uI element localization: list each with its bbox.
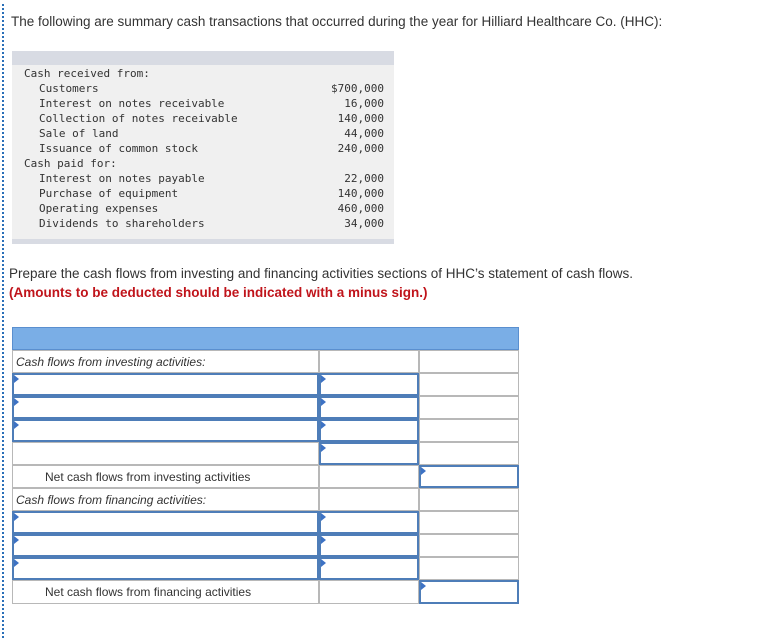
- dropdown-indicator-icon: [421, 467, 426, 475]
- empty-cell: [319, 465, 419, 488]
- intro-text: The following are summary cash transactions that occurred during the year for Hilliard Healthcare Co. (HHC):: [11, 14, 663, 29]
- worksheet-header: [12, 327, 519, 350]
- investing-item-input[interactable]: [12, 396, 319, 419]
- financing-total-input[interactable]: [419, 580, 519, 604]
- tx-amount: 34,000: [344, 217, 384, 230]
- tx-amount: 460,000: [337, 202, 384, 215]
- empty-cell: [419, 488, 519, 511]
- empty-cell: [319, 350, 419, 373]
- tx-label: Issuance of common stock: [39, 142, 198, 155]
- dropdown-indicator-icon: [321, 398, 326, 406]
- financing-item-input[interactable]: [12, 534, 319, 557]
- tx-amount: 240,000: [337, 142, 384, 155]
- empty-cell: [419, 373, 519, 396]
- investing-item-input[interactable]: [12, 373, 319, 396]
- tx-label: Collection of notes receivable: [39, 112, 238, 125]
- tx-label: Operating expenses: [39, 202, 159, 215]
- tx-label: Interest on notes receivable: [39, 97, 225, 110]
- tx-label: Customers: [39, 82, 99, 95]
- dropdown-indicator-icon: [14, 375, 19, 383]
- financing-total-label: Net cash flows from financing activities: [45, 585, 252, 599]
- tx-amount: 44,000: [344, 127, 384, 140]
- dropdown-indicator-icon: [321, 421, 326, 429]
- investing-amount-input[interactable]: [319, 373, 419, 396]
- empty-cell: [419, 350, 519, 373]
- investing-amount-input[interactable]: [319, 396, 419, 419]
- dropdown-indicator-icon: [321, 444, 326, 452]
- financing-item-input[interactable]: [12, 511, 319, 534]
- tx-amount: 16,000: [344, 97, 384, 110]
- tx-amount: 140,000: [337, 187, 384, 200]
- financing-amount-input[interactable]: [319, 534, 419, 557]
- financing-heading: Cash flows from financing activities:: [16, 492, 207, 507]
- investing-total-input[interactable]: [419, 465, 519, 488]
- investing-amount-input[interactable]: [319, 419, 419, 442]
- dropdown-indicator-icon: [14, 513, 19, 521]
- tx-label: Sale of land: [39, 127, 119, 140]
- dropdown-indicator-icon: [14, 559, 19, 567]
- investing-amount-input[interactable]: [319, 442, 419, 465]
- empty-cell: [319, 580, 419, 604]
- instructions-text: Prepare the cash flows from investing and financing activities sections of HHC’s statement of cash flows.: [9, 266, 634, 281]
- dropdown-indicator-icon: [321, 536, 326, 544]
- received-heading: Cash received from:: [24, 67, 150, 80]
- instructions-note: (Amounts to be deducted should be indicated with a minus sign.): [9, 285, 428, 300]
- tx-label: Dividends to shareholders: [39, 217, 205, 230]
- dropdown-indicator-icon: [321, 513, 326, 521]
- tx-amount: 140,000: [337, 112, 384, 125]
- empty-cell: [419, 396, 519, 419]
- dropdown-indicator-icon: [321, 375, 326, 383]
- dropdown-indicator-icon: [14, 398, 19, 406]
- dropdown-indicator-icon: [421, 582, 426, 590]
- empty-cell: [419, 419, 519, 442]
- investing-item-input[interactable]: [12, 419, 319, 442]
- tx-label: Purchase of equipment: [39, 187, 179, 200]
- investing-total-label: Net cash flows from investing activities: [45, 469, 251, 484]
- tx-label: Interest on notes payable: [39, 172, 205, 185]
- cash-flow-worksheet: [12, 327, 519, 604]
- empty-cell: [419, 511, 519, 534]
- dropdown-indicator-icon: [14, 536, 19, 544]
- investing-heading: Cash flows from investing activities:: [16, 354, 206, 369]
- tx-amount: $700,000: [331, 82, 384, 95]
- financing-amount-input[interactable]: [319, 557, 419, 580]
- empty-cell: [419, 534, 519, 557]
- empty-cell: [419, 442, 519, 465]
- dropdown-indicator-icon: [14, 421, 19, 429]
- financing-item-input[interactable]: [12, 557, 319, 580]
- empty-cell: [319, 488, 419, 511]
- tx-amount: 22,000: [344, 172, 384, 185]
- dropdown-indicator-icon: [321, 559, 326, 567]
- question-border: [2, 4, 4, 638]
- empty-cell: [419, 557, 519, 580]
- empty-cell: [12, 442, 319, 465]
- paid-heading: Cash paid for:: [24, 157, 117, 170]
- financing-amount-input[interactable]: [319, 511, 419, 534]
